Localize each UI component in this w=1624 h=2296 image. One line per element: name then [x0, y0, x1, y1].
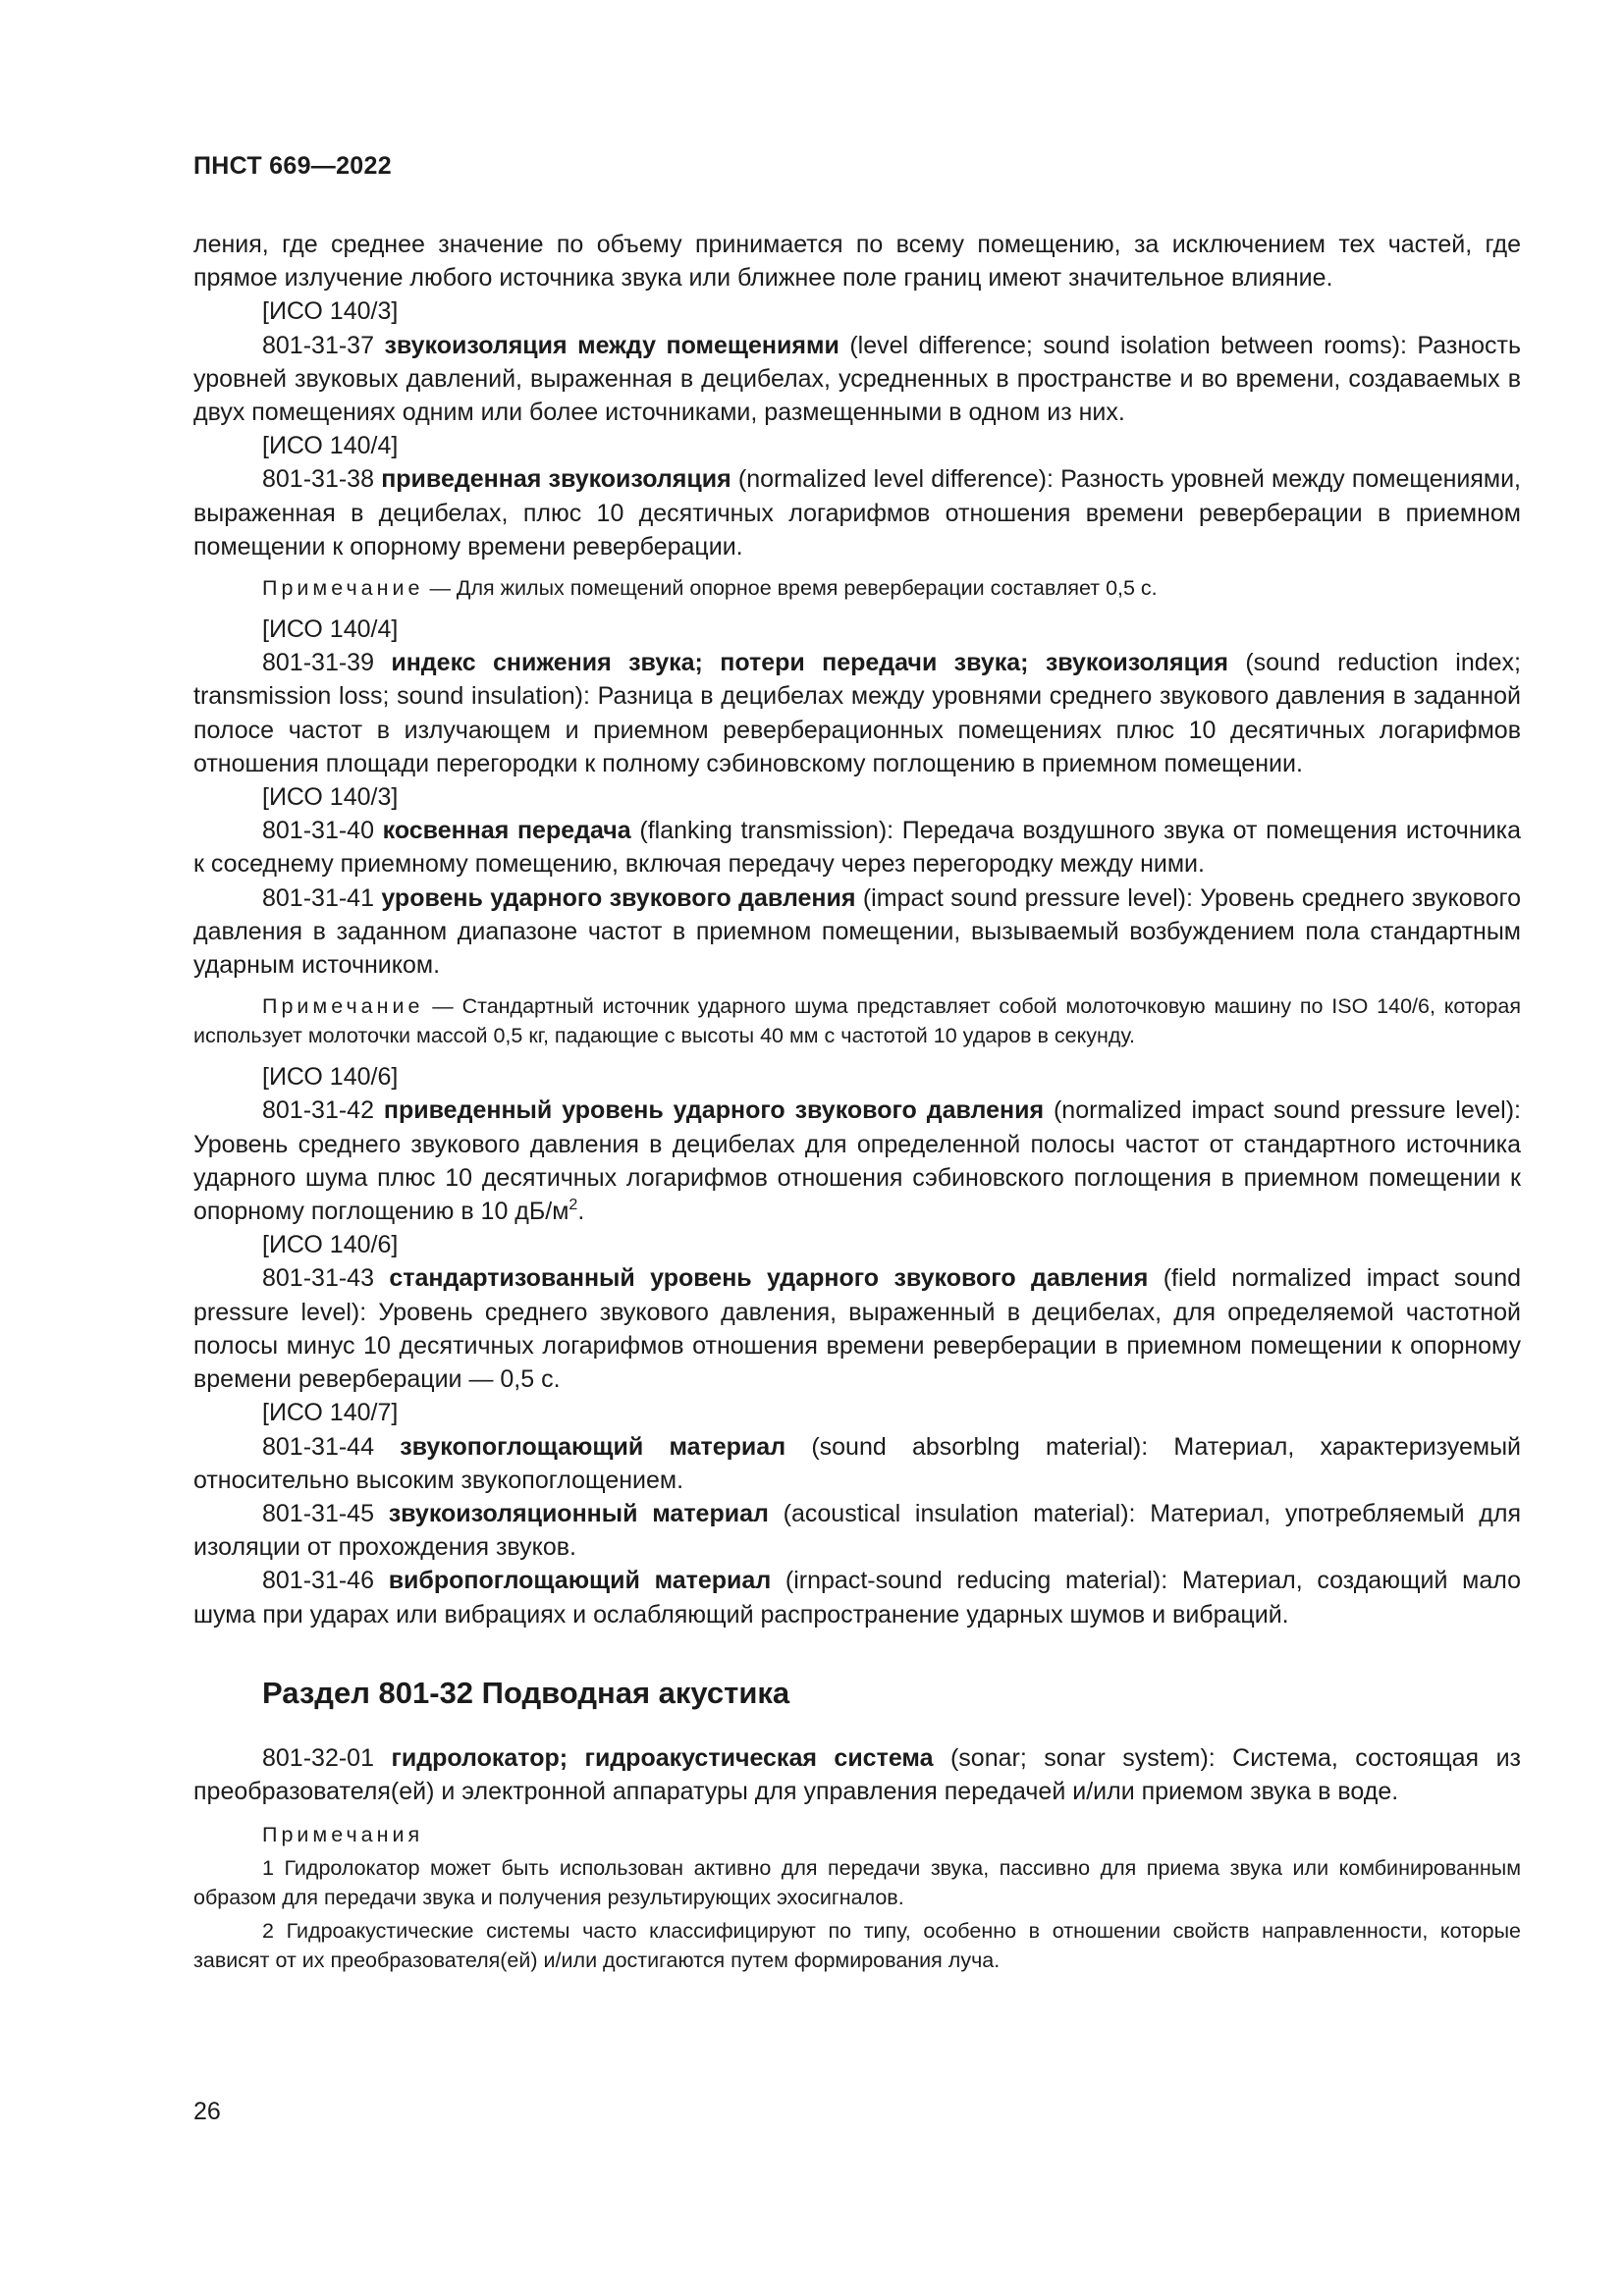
term-code: 801-31-37 [262, 331, 374, 359]
term-code: 801-31-42 [262, 1096, 374, 1125]
note-text: — Стандартный источник ударного шума представляет собой молоточковую машину по ISO 140/6, которая использует молоточки массой 0,5 кг, падающие с высоты 40 мм с частотой 10 ударов в секунду. [193, 994, 1521, 1048]
term-code: 801-31-39 [262, 649, 374, 677]
term-definition-end: . [577, 1198, 585, 1226]
note-label: Примечание [262, 994, 424, 1019]
page-body [193, 228, 1521, 1975]
term-entry-801-31-44 [193, 1430, 1521, 1497]
paragraph-continuation: ления, где среднее значение по объему принимается по всему помещению, за исключением тех частей, где прямое излучение любого источника звука или ближнее поле границ имеют значительное влияние. [193, 231, 1521, 293]
term-definition: (irnpact-sound reducing material): Материал, создающий мало шума при ударах или вибрациях и ослабляющий распространение ударных шумов и вибраций. [193, 1567, 1522, 1629]
term-definition: (sonar; sonar system): Система, состоящая из преобразователя(ей) и электронной аппаратуры для управления передачей и/или приемом звука в воде. [193, 1743, 1521, 1805]
term-code: 801-31-40 [262, 817, 374, 845]
term-name: приведенная звукоизоляция [381, 465, 731, 494]
term-code: 801-31-44 [262, 1432, 374, 1461]
term-name: приведенный уровень ударного звукового давления [383, 1096, 1045, 1125]
notes-item: 1 Гидролокатор может быть использован активно для передачи звука, пассивно для приема звука или комбинированным образом для передачи звука и получения результирующих эхосигналов. [193, 1856, 1521, 1910]
term-entry-801-31-38 [193, 462, 1521, 563]
reference: [ИСО 140/7] [262, 1399, 399, 1427]
note-text: — Для жилых помещений опорное время реверберации составляет 0,5 с. [429, 576, 1158, 601]
term-definition: (acoustical insulation material): Материал, употребляемый для изоляции от прохождения звуков. [193, 1499, 1521, 1562]
superscript: 2 [568, 1197, 578, 1214]
term-definition: (sound absorblng material): Материал, характеризуемый относительно высоким звукопоглощением. [193, 1432, 1522, 1494]
term-name: косвенная передача [382, 817, 631, 845]
page-number: 26 [193, 2098, 221, 2125]
reference: [ИСО 140/3] [262, 297, 399, 326]
term-definition: (sound reduction index; transmission loss; sound insulation): Разница в децибелах между уровнями среднего звукового давления в заданной полосе частот в излучающем и приемном реверберационных помещениях плюс 10 десятичных логарифмов отношения площади перегородки к полному сэбиновскому поглощению в приемном помещении. [193, 649, 1521, 777]
term-name: уровень ударного звукового давления [381, 883, 856, 912]
term-code: 801-32-01 [262, 1743, 374, 1772]
term-name: звукоизоляция между помещениями [384, 331, 839, 359]
document-header: ПНСТ 669—2022 [193, 152, 392, 180]
term-code: 801-31-43 [262, 1264, 374, 1293]
term-definition: (flanking transmission): Передача воздушного звука от помещения источника к соседнему приемному помещению, включая передачу через перегородку между ними. [193, 817, 1521, 879]
term-name: звукоизоляционный материал [388, 1499, 769, 1527]
term-entry-801-31-41 [193, 881, 1521, 983]
term-definition: (normalized impact sound pressure level): Уровень среднего звукового давления в децибелах для определенной полосы частот от стандартного источника ударного шума плюс 10 десятичных логарифмов отношения сэбиновского поглощения в приемном помещении к опорному поглощению в 10 дБ/м [193, 1096, 1521, 1226]
section-heading: Раздел 801-32 Подводная акустика [262, 1675, 790, 1710]
term-code: 801-31-45 [262, 1499, 374, 1527]
term-definition: (normalized level difference): Разность уровней между помещениями, выраженная в децибелах, плюс 10 десятичных логарифмов отношения времени реверберации в приемном помещении к опорному времени реверберации. [193, 465, 1521, 561]
term-entry-801-31-46 [193, 1564, 1521, 1630]
reference: [ИСО 140/4] [262, 432, 399, 460]
term-name: гидролокатор; гидроакустическая система [391, 1743, 934, 1772]
term-entry-801-31-40 [193, 814, 1521, 881]
term-name: звукопоглощающий материал [400, 1432, 786, 1461]
term-entry-801-31-37 [193, 329, 1521, 430]
term-definition: (level difference; sound isolation between rooms): Разность уровней звуковых давлений, выраженная в децибелах, усредненных в пространстве и во времени, создаваемых в двух помещениях одним или более источниками, размещенными в одном из них. [193, 331, 1522, 427]
term-entry-801-31-39 [193, 646, 1521, 780]
reference: [ИСО 140/3] [262, 783, 399, 812]
term-code: 801-31-46 [262, 1567, 374, 1595]
term-code: 801-31-41 [262, 883, 374, 912]
term-definition: (impact sound pressure level): Уровень среднего звукового давления в заданном диапазоне частот в приемном помещении, вызываемый возбуждением пола стандартным ударным источником. [193, 883, 1522, 980]
reference: [ИСО 140/6] [262, 1231, 399, 1259]
term-name: вибропоглощающий материал [388, 1567, 772, 1595]
term-name: стандартизованный уровень ударного звукового давления [389, 1264, 1149, 1293]
note [193, 573, 1521, 603]
reference: [ИСО 140/4] [262, 615, 399, 644]
notes-item: 2 Гидроакустические системы часто классифицируют по типу, особенно в отношении свойств направленности, которые зависят от их преобразователя(ей) и/или достигаются путем формирования луча. [193, 1919, 1521, 1973]
term-code: 801-31-38 [262, 465, 374, 494]
notes-title: Примечания [262, 1823, 424, 1847]
term-entry-801-31-45 [193, 1497, 1521, 1564]
reference: [ИСО 140/6] [262, 1063, 399, 1092]
term-entry-801-31-43 [193, 1261, 1521, 1396]
term-name: индекс снижения звука; потери передачи звука; звукоизоляция [391, 649, 1228, 677]
term-definition: (field normalized impact sound pressure level): Уровень среднего звукового давления, выраженный в децибелах, для определяемой частотной полосы минус 10 десятичных логарифмов отношения времени реверберации в приемном помещении к опорному времени реверберации — 0,5 с. [193, 1264, 1522, 1394]
term-entry-801-31-42 [193, 1094, 1521, 1228]
note [193, 991, 1521, 1050]
term-entry-801-32-01 [193, 1741, 1521, 1808]
note-label: Примечание [262, 576, 424, 601]
